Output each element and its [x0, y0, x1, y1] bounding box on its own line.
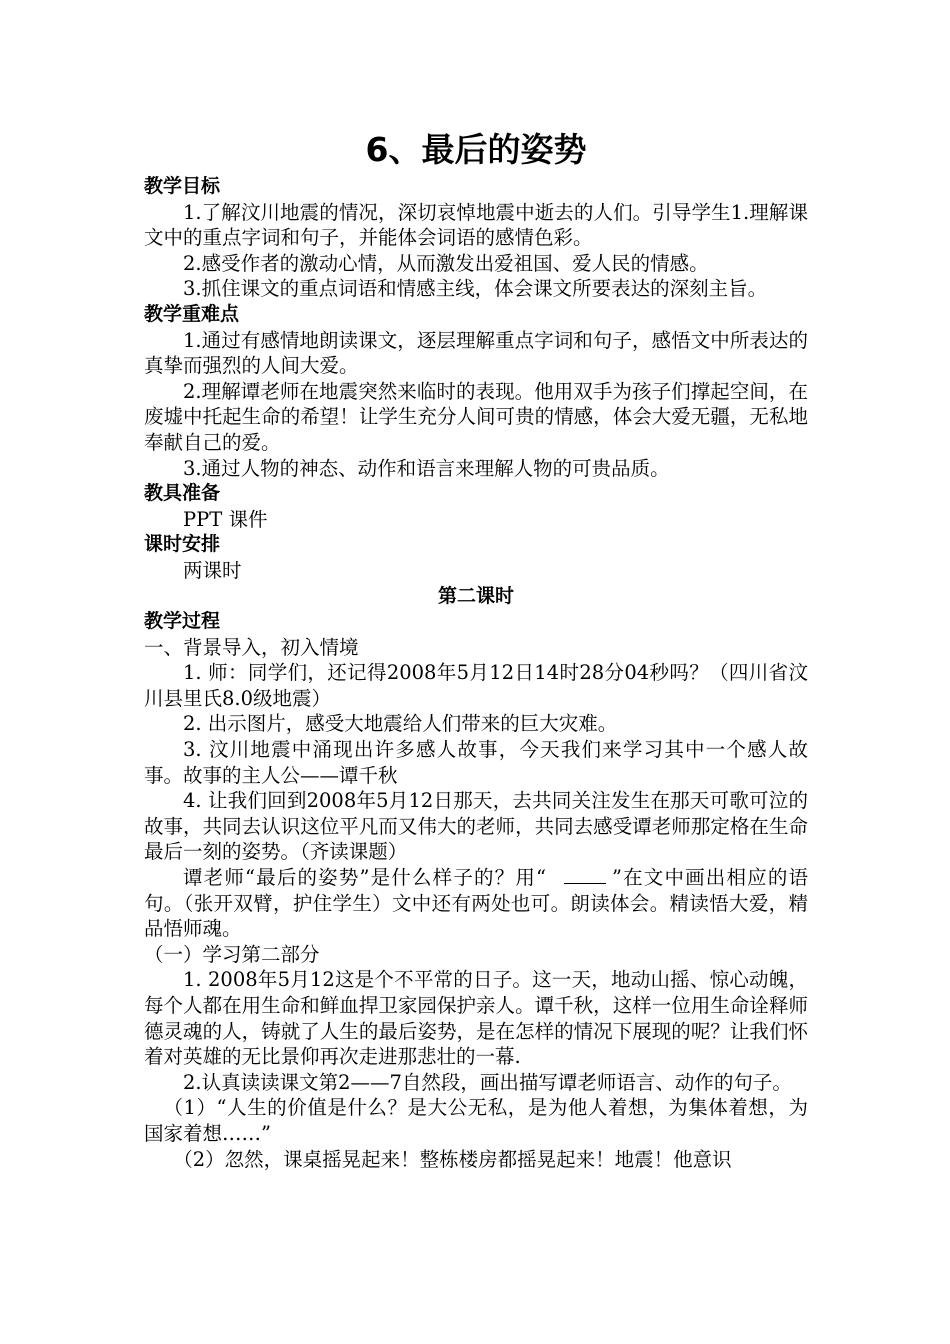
process-subtitle: （一）学习第二部分 — [144, 942, 320, 966]
process-part-title: 一、背景导入，初入情境 — [144, 635, 359, 659]
objective-item: 3.抓住课文的重点词语和情感主线，体会课文所要表达的深刻主旨。 — [183, 277, 768, 301]
objective-item: 1.了解汶川地震的情况，深切哀悼地震中逝去的人们。引导学生1.理解课文中的重点字词和句子，并能体会词语的感情色彩。 — [144, 200, 808, 250]
process-paragraph — [144, 865, 808, 942]
process-paragraph: 2.认真读读课文第2——7自然段，画出描写谭老师语言、动作的句子。 — [183, 1070, 792, 1094]
paragraph-text-b: ”在文中画出相应的语句。（张开双臂，护住学生）文中还有两处也可。朗读体会。精读悟大爱，精品悟师魂。 — [144, 866, 808, 941]
lesson-heading: 第二课时 — [437, 584, 514, 607]
heading-process: 教学过程 — [144, 610, 221, 633]
materials-text: PPT 课件 — [183, 507, 268, 531]
process-paragraph: 1. 师：同学们，还记得2008年5月12日14时28分04秒吗？（四川省汶川县里氏8.0级地震） — [144, 661, 808, 710]
difficulty-item: 1.通过有感情地朗读课文，逐层理解重点字词和句子，感悟文中所表达的真挚而强烈的人间大爱。 — [144, 328, 808, 378]
underline-blank — [564, 867, 606, 884]
page-title: 6、最后的姿势 — [365, 130, 587, 169]
heading-materials: 教具准备 — [144, 482, 221, 505]
objective-item: 2.感受作者的激动心情，从而激发出爱祖国、爱人民的情感。 — [183, 251, 709, 275]
difficulty-item: 2.理解谭老师在地震突然来临时的表现。他用双手为孩子们撑起空间，在废墟中托起生命的希望！让学生充分人间可贵的情感，体会大爱无疆，无私地奉献自己的爱。 — [144, 379, 808, 454]
heading-objectives: 教学目标 — [144, 175, 221, 197]
document-body — [144, 128, 808, 1172]
question-item: （1）“人生的价值是什么？是大公无私，是为他人着想，为集体着想，为国家着想……” — [144, 1096, 808, 1145]
process-paragraph: 1. 2008年5月12这是个不平常的日子。这一天，地动山摇、惊心动魄，每个人都在用生命和鲜血捍卫家园保护亲人。谭千秋，这样一位用生命诠释师德灵魂的人，铸就了人生的最后姿势，是在怎样的情况下展现的呢？让我们怀着对英雄的无比景仰再次走进那悲壮的一幕. — [144, 968, 808, 1069]
difficulty-item: 3.通过人物的神态、动作和语言来理解人物的可贵品质。 — [183, 456, 670, 480]
paragraph-text-a: 谭老师“最后的姿势”是什么样子的？用“ — [183, 866, 546, 890]
process-paragraph: 4. 让我们回到2008年5月12日那天，去共同关注发生在那天可歌可泣的故事，共同去认识这位平凡而又伟大的老师，共同去感受谭老师那定格在生命最后一刻的姿势。（齐读课题） — [144, 789, 808, 864]
heading-difficulties: 教学重难点 — [144, 302, 240, 325]
schedule-text: 两课时 — [183, 558, 242, 582]
question-item: （2）忽然，课桌摇晃起来！整栋楼房都摇晃起来！地震！他意识 — [173, 1147, 732, 1171]
heading-schedule: 课时安排 — [144, 533, 221, 556]
process-paragraph: 3. 汶川地震中涌现出许多感人故事，今天我们来学习其中一个感人故事。故事的主人公——谭千秋 — [144, 738, 808, 787]
process-paragraph: 2. 出示图片，感受大地震给人们带来的巨大灾难。 — [183, 712, 618, 736]
